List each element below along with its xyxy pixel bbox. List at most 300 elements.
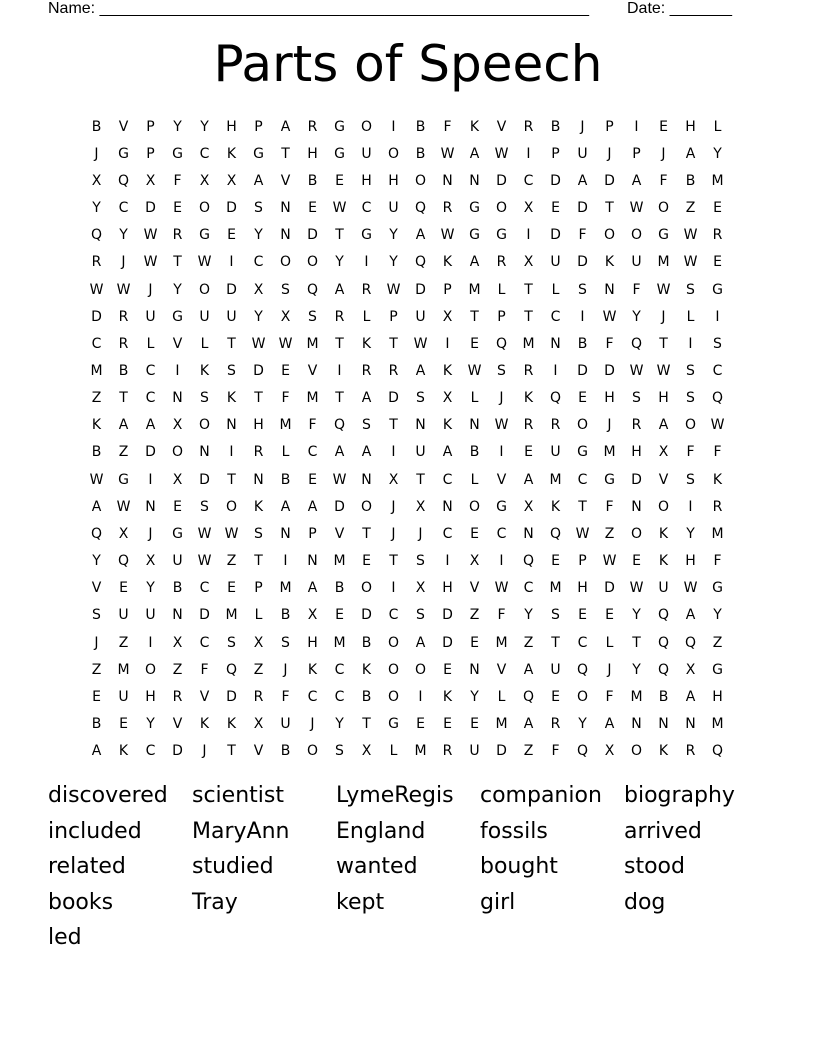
grid-letter: A	[469, 145, 480, 162]
grid-letter: Y	[632, 308, 641, 325]
grid-letter: O	[198, 417, 211, 434]
grid-letter: X	[253, 716, 264, 733]
grid-letter: G	[496, 227, 507, 244]
grid-letter: K	[469, 118, 480, 135]
grid-letter: J	[607, 417, 612, 434]
grid-letter: K	[253, 498, 264, 515]
grid-letter: U	[118, 607, 129, 624]
grid-letter: L	[281, 444, 290, 461]
grid-letter: A	[307, 580, 318, 597]
grid-letter: W	[197, 553, 212, 570]
grid-letter: C	[361, 200, 372, 217]
grid-letter: O	[576, 688, 589, 705]
grid-letter: Z	[118, 634, 129, 651]
grid-letter: S	[227, 634, 236, 651]
grid-letter: C	[199, 145, 210, 162]
grid-letter: D	[91, 308, 102, 325]
grid-letter: A	[280, 498, 291, 515]
grid-letter: V	[496, 471, 507, 488]
grid-letter: Z	[469, 607, 480, 624]
grid-letter: Y	[254, 308, 263, 325]
grid-letter: X	[388, 471, 399, 488]
grid-letter: W	[710, 417, 725, 434]
grid-letter: X	[307, 607, 318, 624]
grid-letter: O	[603, 227, 616, 244]
grid-letter: Y	[92, 553, 101, 570]
grid-letter: I	[634, 118, 639, 135]
grid-letter: N	[442, 498, 453, 515]
grid-letter: S	[335, 743, 344, 760]
grid-letter: F	[497, 607, 506, 624]
grid-letter: Z	[604, 525, 615, 542]
grid-letter: T	[632, 634, 641, 651]
grid-letter: E	[578, 607, 587, 624]
grid-letter: H	[442, 580, 453, 597]
grid-letter: N	[280, 200, 291, 217]
grid-letter: T	[524, 308, 533, 325]
grid-letter: L	[713, 118, 722, 135]
grid-letter: W	[440, 145, 455, 162]
grid-letter: S	[686, 281, 695, 298]
grid-letter: B	[685, 172, 696, 189]
grid-letter: T	[281, 145, 290, 162]
grid-letter: F	[173, 172, 182, 189]
grid-letter: L	[497, 281, 506, 298]
word-list-item: bought	[480, 854, 558, 880]
grid-letter: R	[172, 227, 183, 244]
grid-letter: W	[440, 227, 455, 244]
grid-letter: T	[470, 308, 479, 325]
grid-letter: C	[199, 580, 210, 597]
page-title: Parts of Speech	[213, 35, 603, 93]
grid-letter: I	[688, 498, 693, 515]
grid-letter: F	[713, 444, 722, 461]
grid-letter: O	[414, 661, 427, 678]
grid-letter: S	[578, 281, 587, 298]
grid-letter: R	[442, 743, 453, 760]
grid-letter: R	[523, 362, 534, 379]
grid-letter: G	[253, 145, 264, 162]
grid-letter: S	[92, 607, 101, 624]
grid-letter: L	[254, 607, 263, 624]
grid-letter: K	[118, 743, 129, 760]
grid-letter: E	[551, 688, 560, 705]
grid-letter: W	[602, 553, 617, 570]
grid-letter: T	[227, 743, 236, 760]
grid-letter: T	[659, 335, 668, 352]
grid-letter: X	[145, 553, 156, 570]
grid-letter: E	[227, 580, 236, 597]
grid-letter: K	[91, 417, 102, 434]
grid-letter: Y	[632, 607, 641, 624]
grid-letter: K	[442, 362, 453, 379]
date-field-label: Date: _______	[627, 0, 732, 17]
grid-letter: F	[281, 390, 290, 407]
grid-letter: I	[715, 308, 720, 325]
grid-letter: K	[361, 661, 372, 678]
grid-letter: O	[360, 580, 373, 597]
grid-letter: E	[713, 200, 722, 217]
grid-letter: N	[469, 417, 480, 434]
grid-letter: D	[388, 390, 399, 407]
grid-letter: J	[499, 390, 504, 407]
grid-letter: D	[577, 254, 588, 271]
grid-letter: R	[712, 498, 723, 515]
grid-letter: G	[334, 145, 345, 162]
grid-letter: B	[361, 634, 372, 651]
grid-letter: G	[388, 716, 399, 733]
grid-letter: A	[91, 498, 102, 515]
grid-letter: N	[685, 716, 696, 733]
grid-letter: E	[92, 688, 101, 705]
grid-letter: D	[442, 634, 453, 651]
grid-letter: E	[308, 200, 317, 217]
grid-letter: V	[496, 118, 507, 135]
grid-letter: Z	[226, 553, 237, 570]
grid-letter: T	[335, 335, 344, 352]
grid-letter: E	[605, 607, 614, 624]
word-list-item: MaryAnn	[192, 818, 290, 844]
grid-letter: J	[661, 145, 666, 162]
grid-letter: Q	[657, 607, 670, 624]
grid-letter: Y	[632, 661, 641, 678]
grid-letter: M	[603, 444, 616, 461]
grid-letter: O	[198, 200, 211, 217]
grid-letter: P	[254, 580, 263, 597]
grid-letter: X	[415, 498, 426, 515]
grid-letter: H	[658, 390, 669, 407]
grid-letter: X	[685, 661, 696, 678]
grid-letter: Z	[118, 444, 129, 461]
grid-letter: Q	[522, 688, 535, 705]
grid-letter: J	[202, 743, 207, 760]
grid-letter: P	[443, 281, 452, 298]
grid-letter: V	[118, 118, 129, 135]
grid-letter: S	[632, 390, 641, 407]
grid-letter: A	[91, 743, 102, 760]
grid-letter: Q	[657, 634, 670, 651]
grid-letter: W	[197, 525, 212, 542]
grid-letter: Y	[173, 118, 182, 135]
grid-letter: D	[604, 172, 615, 189]
grid-letter: B	[91, 118, 102, 135]
grid-letter: S	[686, 390, 695, 407]
grid-letter: E	[173, 200, 182, 217]
grid-letter: D	[334, 498, 345, 515]
grid-letter: K	[442, 688, 453, 705]
grid-letter: L	[686, 308, 695, 325]
grid-letter: M	[657, 254, 670, 271]
grid-letter: H	[712, 688, 723, 705]
grid-letter: R	[253, 688, 264, 705]
grid-letter: L	[200, 335, 209, 352]
grid-letter: H	[685, 553, 696, 570]
grid-letter: G	[604, 471, 615, 488]
grid-letter: J	[148, 525, 153, 542]
grid-letter: W	[386, 281, 401, 298]
grid-letter: V	[469, 580, 480, 597]
grid-letter: N	[631, 716, 642, 733]
grid-letter: E	[551, 553, 560, 570]
grid-letter: R	[685, 743, 696, 760]
grid-letter: C	[91, 335, 102, 352]
grid-letter: O	[414, 172, 427, 189]
grid-letter: A	[577, 172, 588, 189]
grid-letter: G	[658, 227, 669, 244]
grid-letter: T	[389, 417, 398, 434]
grid-letter: T	[254, 390, 263, 407]
grid-letter: X	[253, 281, 264, 298]
grid-letter: D	[577, 200, 588, 217]
grid-letter: O	[576, 417, 589, 434]
grid-letter: A	[523, 471, 534, 488]
grid-letter: X	[172, 634, 183, 651]
grid-letter: Y	[713, 607, 722, 624]
grid-letter: Z	[523, 634, 534, 651]
grid-letter: I	[526, 227, 531, 244]
grid-letter: N	[604, 281, 615, 298]
grid-letter: C	[442, 471, 453, 488]
grid-letter: A	[145, 417, 156, 434]
grid-letter: V	[91, 580, 102, 597]
grid-letter: Q	[117, 172, 130, 189]
grid-letter: G	[577, 444, 588, 461]
grid-letter: A	[658, 417, 669, 434]
grid-letter: J	[391, 498, 396, 515]
grid-letter: I	[229, 254, 234, 271]
grid-letter: C	[253, 254, 264, 271]
grid-letter: E	[308, 471, 317, 488]
grid-letter: I	[391, 580, 396, 597]
grid-letter: E	[659, 118, 668, 135]
grid-letter: D	[172, 743, 183, 760]
grid-letter: Y	[146, 716, 155, 733]
grid-letter: B	[118, 362, 129, 379]
grid-letter: M	[495, 716, 508, 733]
grid-letter: H	[307, 634, 318, 651]
grid-letter: N	[469, 172, 480, 189]
grid-letter: U	[280, 716, 291, 733]
grid-letter: F	[605, 688, 614, 705]
grid-letter: P	[632, 145, 641, 162]
grid-letter: E	[470, 634, 479, 651]
word-list-item: companion	[480, 783, 602, 808]
grid-letter: Y	[713, 145, 722, 162]
grid-letter: F	[281, 688, 290, 705]
grid-letter: R	[388, 362, 399, 379]
grid-letter: J	[121, 254, 126, 271]
grid-letter: W	[602, 308, 617, 325]
grid-letter: V	[172, 716, 183, 733]
grid-letter: N	[145, 498, 156, 515]
grid-letter: I	[688, 335, 693, 352]
grid-letter: L	[389, 743, 398, 760]
grid-letter: W	[494, 145, 509, 162]
grid-letter: D	[550, 227, 561, 244]
grid-letter: A	[685, 607, 696, 624]
grid-letter: Q	[549, 525, 562, 542]
grid-letter: R	[523, 417, 534, 434]
grid-letter: M	[522, 335, 535, 352]
grid-letter: D	[226, 688, 237, 705]
word-list-item: led	[48, 925, 82, 951]
grid-letter: O	[657, 200, 670, 217]
grid-letter: C	[550, 308, 561, 325]
grid-letter: C	[496, 525, 507, 542]
grid-letter: O	[387, 688, 400, 705]
grid-letter: U	[658, 580, 669, 597]
grid-letter: C	[334, 661, 345, 678]
grid-letter: W	[197, 254, 212, 271]
grid-letter: O	[306, 254, 319, 271]
grid-letter: Q	[630, 335, 643, 352]
grid-letter: G	[496, 498, 507, 515]
grid-letter: A	[631, 172, 642, 189]
grid-letter: E	[470, 335, 479, 352]
grid-letter: Y	[335, 254, 344, 271]
grid-letter: R	[442, 200, 453, 217]
grid-letter: S	[254, 200, 263, 217]
grid-letter: E	[119, 580, 128, 597]
grid-letter: O	[225, 498, 238, 515]
grid-letter: R	[496, 254, 507, 271]
grid-letter: D	[577, 362, 588, 379]
grid-letter: W	[494, 417, 509, 434]
grid-letter: X	[523, 254, 534, 271]
grid-letter: K	[442, 254, 453, 271]
grid-letter: G	[712, 661, 723, 678]
grid-letter: J	[391, 525, 396, 542]
grid-letter: Y	[92, 200, 101, 217]
grid-letter: S	[200, 390, 209, 407]
grid-letter: Y	[173, 281, 182, 298]
grid-letter: I	[418, 688, 423, 705]
grid-letter: B	[415, 118, 426, 135]
grid-letter: A	[685, 688, 696, 705]
grid-letter: F	[632, 281, 641, 298]
grid-letter: U	[577, 145, 588, 162]
grid-letter: D	[199, 607, 210, 624]
grid-letter: R	[307, 118, 318, 135]
grid-letter: Y	[119, 227, 128, 244]
grid-letter: U	[550, 444, 561, 461]
grid-letter: R	[172, 688, 183, 705]
word-list-item: books	[48, 889, 114, 915]
grid-letter: R	[253, 444, 264, 461]
grid-letter: U	[550, 254, 561, 271]
grid-letter: D	[604, 580, 615, 597]
grid-letter: F	[686, 444, 695, 461]
grid-letter: I	[229, 444, 234, 461]
grid-letter: S	[686, 471, 695, 488]
grid-letter: A	[442, 444, 453, 461]
grid-letter: B	[469, 444, 480, 461]
grid-letter: W	[116, 281, 131, 298]
grid-letter: E	[470, 716, 479, 733]
grid-letter: J	[580, 118, 585, 135]
grid-letter: K	[712, 471, 723, 488]
grid-letter: L	[470, 390, 479, 407]
grid-letter: S	[200, 498, 209, 515]
grid-letter: W	[224, 525, 239, 542]
grid-letter: X	[442, 308, 453, 325]
grid-letter: M	[549, 580, 562, 597]
grid-letter: I	[148, 471, 153, 488]
grid-letter: A	[361, 390, 372, 407]
grid-letter: Y	[524, 607, 533, 624]
grid-letter: M	[549, 471, 562, 488]
grid-letter: K	[226, 145, 237, 162]
grid-letter: P	[389, 308, 398, 325]
grid-letter: K	[658, 743, 669, 760]
grid-letter: K	[658, 525, 669, 542]
grid-letter: Y	[686, 525, 695, 542]
grid-letter: G	[469, 200, 480, 217]
grid-letter: E	[578, 390, 587, 407]
grid-letter: X	[226, 172, 237, 189]
grid-letter: T	[362, 716, 371, 733]
grid-letter: X	[415, 580, 426, 597]
grid-letter: S	[416, 390, 425, 407]
grid-letter: J	[94, 634, 99, 651]
grid-letter: M	[414, 743, 427, 760]
grid-letter: Y	[389, 254, 398, 271]
grid-letter: D	[361, 607, 372, 624]
grid-letter: T	[389, 553, 398, 570]
grid-letter: D	[226, 200, 237, 217]
grid-letter: D	[415, 281, 426, 298]
grid-letter: O	[495, 200, 508, 217]
grid-letter: A	[523, 716, 534, 733]
grid-letter: C	[307, 444, 318, 461]
word-list-item: scientist	[192, 783, 284, 808]
grid-letter: R	[361, 362, 372, 379]
grid-letter: M	[225, 607, 238, 624]
word-list-item: stood	[624, 854, 685, 880]
grid-letter: Q	[414, 200, 427, 217]
grid-letter: C	[712, 362, 723, 379]
grid-letter: X	[91, 172, 102, 189]
grid-letter: T	[173, 254, 182, 271]
grid-letter: Q	[90, 525, 103, 542]
grid-letter: A	[280, 118, 291, 135]
grid-letter: M	[468, 281, 481, 298]
word-list-item: related	[48, 854, 126, 880]
grid-letter: E	[227, 227, 236, 244]
grid-letter: Y	[389, 227, 398, 244]
grid-letter: O	[684, 417, 697, 434]
grid-letter: S	[254, 525, 263, 542]
grid-letter: N	[442, 172, 453, 189]
grid-letter: G	[712, 281, 723, 298]
grid-letter: E	[551, 200, 560, 217]
grid-letter: H	[361, 172, 372, 189]
grid-letter: X	[172, 417, 183, 434]
grid-letter: F	[443, 118, 452, 135]
grid-letter: V	[334, 525, 345, 542]
grid-letter: K	[361, 335, 372, 352]
grid-letter: O	[144, 661, 157, 678]
grid-letter: Y	[254, 227, 263, 244]
word-list-item: fossils	[480, 818, 548, 844]
grid-letter: O	[360, 118, 373, 135]
grid-letter: W	[683, 227, 698, 244]
grid-letter: Y	[470, 688, 479, 705]
letter-grid	[83, 113, 731, 765]
grid-letter: W	[656, 362, 671, 379]
grid-letter: Q	[657, 661, 670, 678]
grid-letter: V	[280, 172, 291, 189]
